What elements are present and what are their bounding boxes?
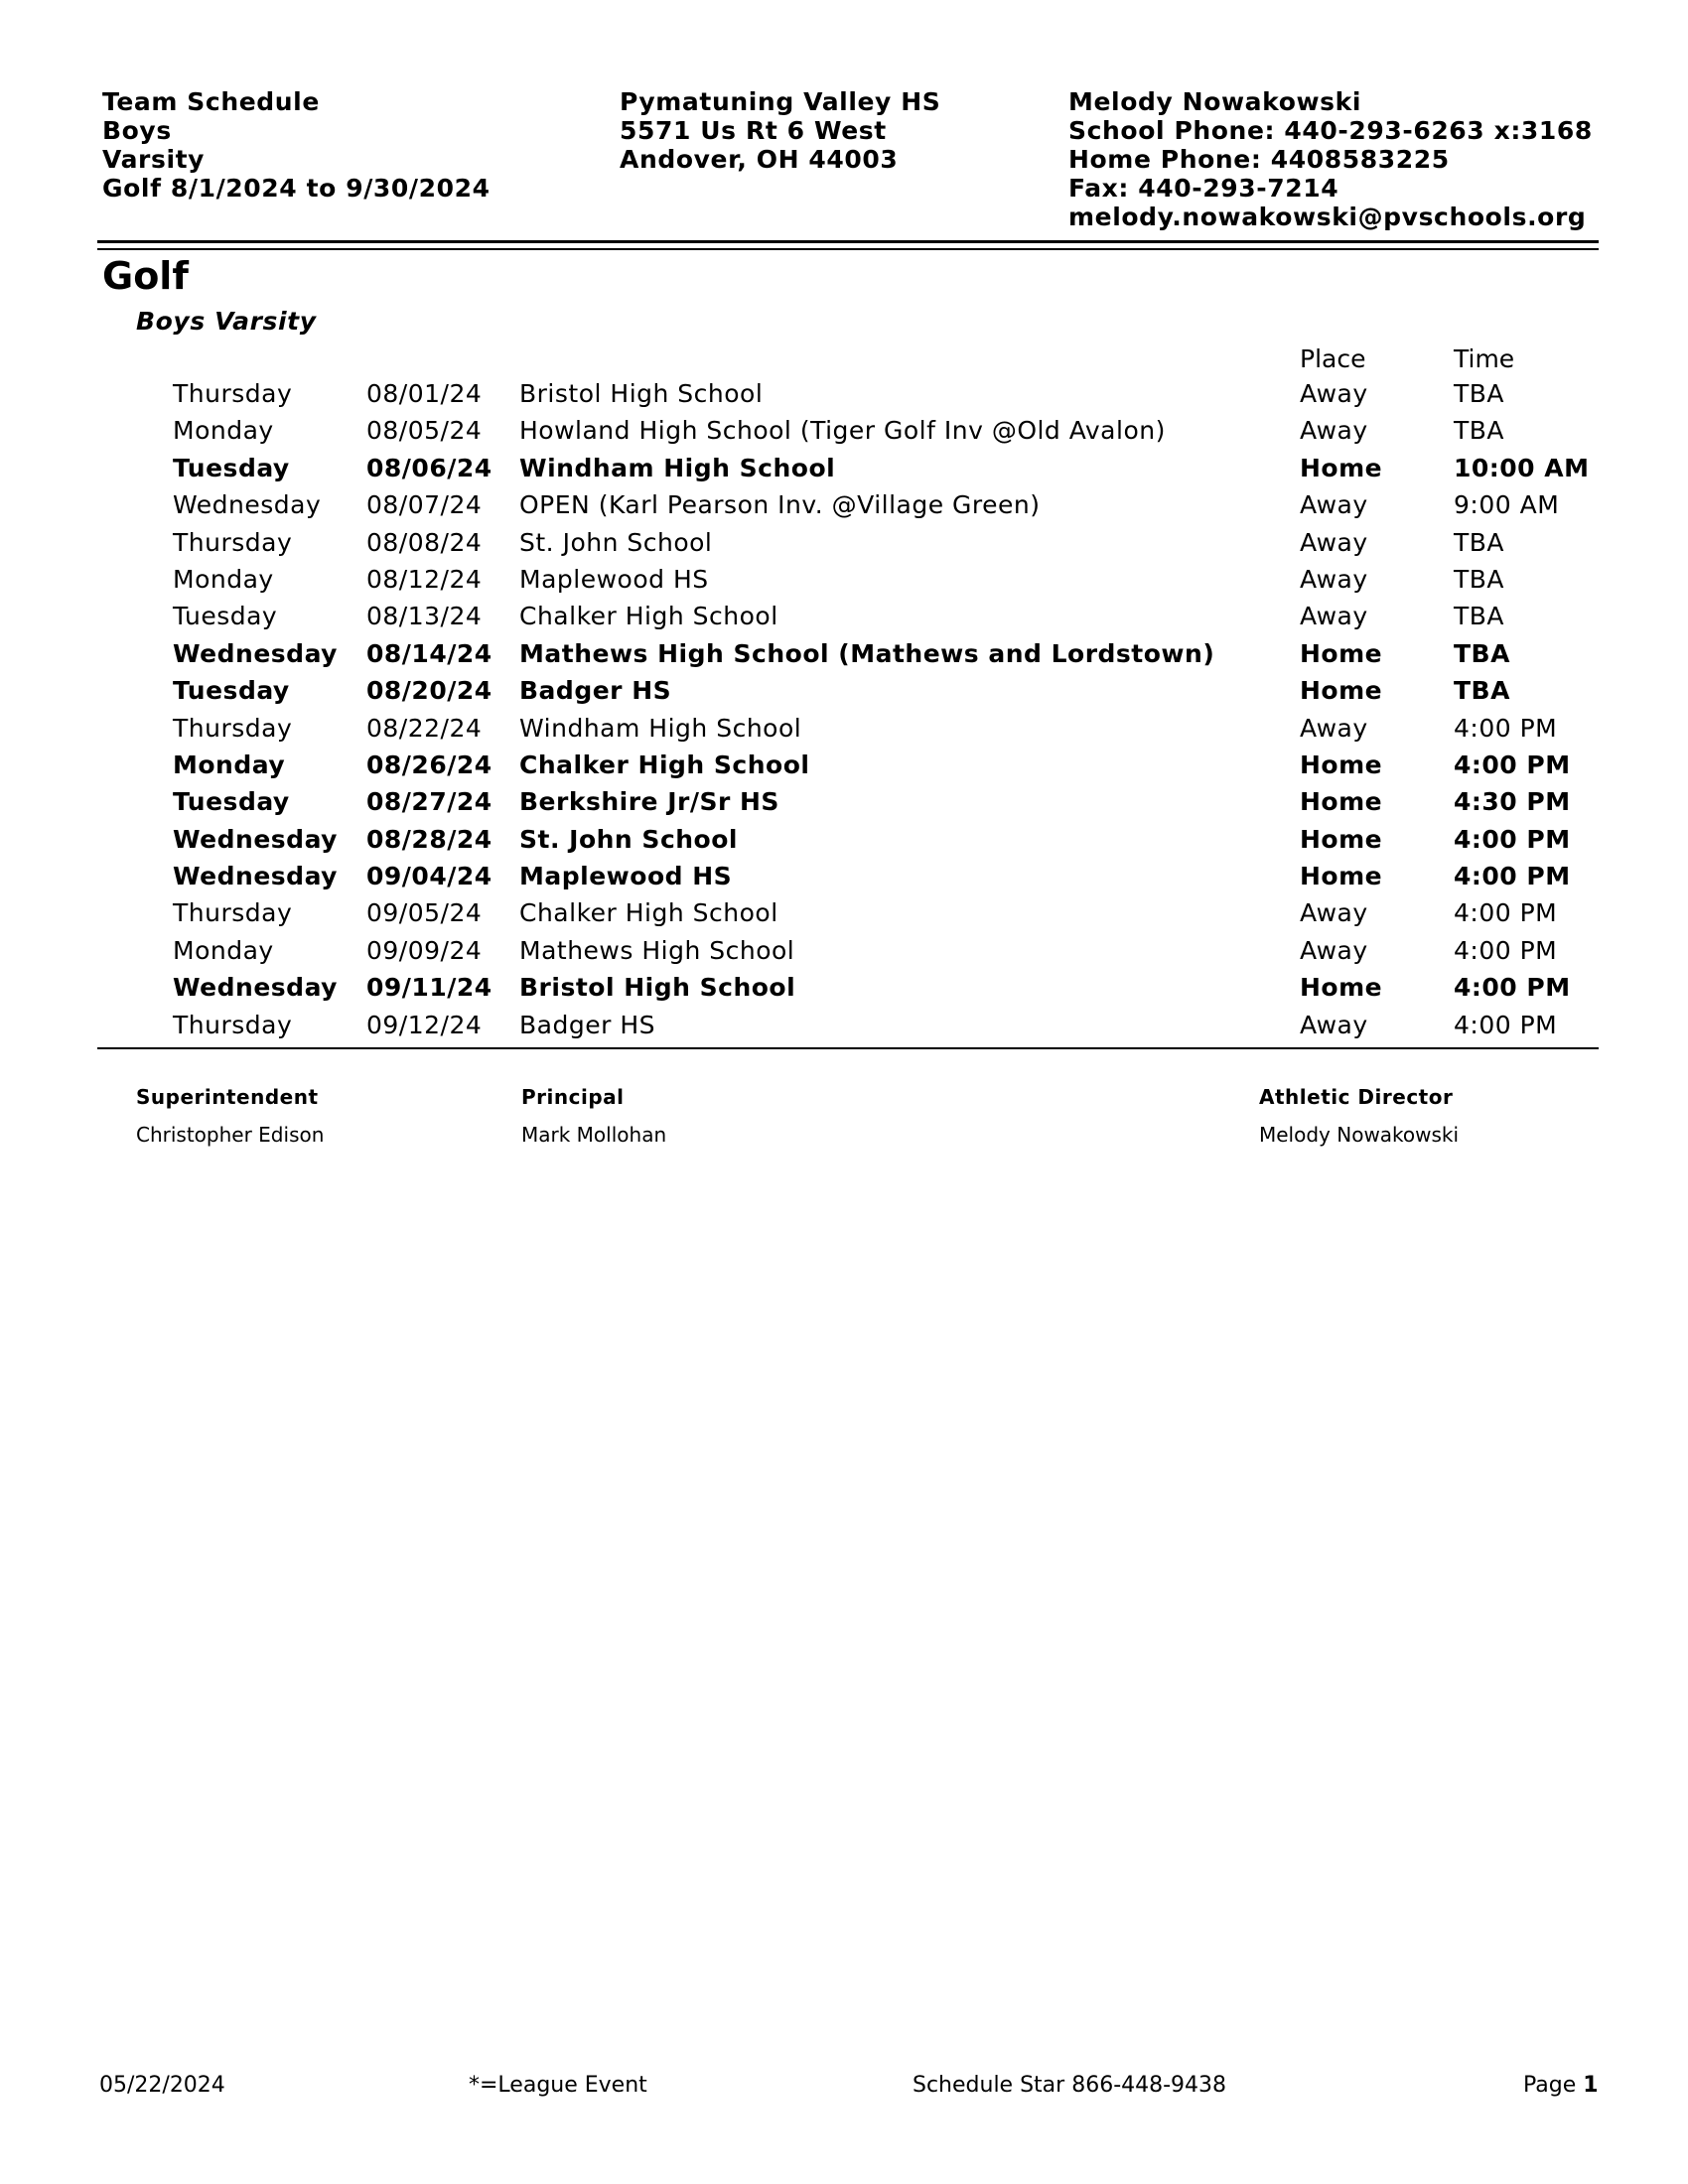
event-place: Away bbox=[1300, 527, 1368, 557]
event-time: 4:00 PM bbox=[1454, 713, 1558, 743]
event-place: Home bbox=[1300, 453, 1383, 482]
header-team-info bbox=[102, 87, 491, 203]
table-bottom-divider bbox=[97, 1047, 1599, 1049]
header-divider bbox=[97, 248, 1599, 250]
event-time: TBA bbox=[1454, 564, 1505, 594]
schedule-row bbox=[0, 637, 1688, 674]
header-line: Team Schedule bbox=[102, 87, 320, 116]
event-time: 4:00 PM bbox=[1454, 898, 1558, 928]
page-number: 1 bbox=[1583, 2073, 1599, 2098]
schedule-row bbox=[0, 823, 1688, 860]
footer-vendor: Schedule Star 866-448-9438 bbox=[913, 2073, 1227, 2098]
staff-role: Superintendent bbox=[136, 1085, 319, 1109]
event-opponent: Maplewood HS bbox=[519, 564, 709, 594]
schedule-row bbox=[0, 414, 1688, 451]
header-line: Boys bbox=[102, 116, 172, 145]
event-date: 09/05/24 bbox=[366, 898, 483, 928]
schedule-row bbox=[0, 488, 1688, 525]
header-line: Fax: 440-293-7214 bbox=[1068, 174, 1339, 203]
staff-name: Melody Nowakowski bbox=[1259, 1123, 1460, 1147]
event-day: Monday bbox=[173, 935, 274, 965]
schedule-row bbox=[0, 712, 1688, 749]
event-opponent: Chalker High School bbox=[519, 602, 778, 631]
header-line: Melody Nowakowski bbox=[1068, 87, 1362, 116]
header-line: Golf 8/1/2024 to 9/30/2024 bbox=[102, 174, 491, 203]
event-date: 08/01/24 bbox=[366, 379, 483, 408]
event-day: Wednesday bbox=[173, 824, 338, 854]
event-day: Thursday bbox=[173, 898, 293, 928]
event-date: 08/28/24 bbox=[366, 824, 492, 854]
header-school-address bbox=[620, 87, 940, 174]
event-time: 10:00 AM bbox=[1454, 453, 1590, 482]
header-line: Andover, OH 44003 bbox=[620, 145, 899, 174]
event-date: 09/09/24 bbox=[366, 935, 483, 965]
schedule-row bbox=[0, 971, 1688, 1008]
footer-page-number bbox=[1523, 2073, 1599, 2098]
event-date: 09/04/24 bbox=[366, 862, 492, 891]
event-place: Away bbox=[1300, 1010, 1368, 1039]
event-place: Away bbox=[1300, 490, 1368, 520]
event-time: 4:30 PM bbox=[1454, 787, 1571, 817]
event-date: 08/07/24 bbox=[366, 490, 483, 520]
event-opponent: Bristol High School bbox=[519, 379, 764, 408]
event-time: 9:00 AM bbox=[1454, 490, 1560, 520]
event-opponent: Windham High School bbox=[519, 713, 802, 743]
schedule-row bbox=[0, 860, 1688, 896]
footer-legend: *=League Event bbox=[469, 2073, 647, 2098]
event-date: 08/26/24 bbox=[366, 750, 492, 779]
event-date: 08/27/24 bbox=[366, 787, 492, 817]
event-time: 4:00 PM bbox=[1454, 862, 1571, 891]
schedule-row bbox=[0, 526, 1688, 563]
schedule-row bbox=[0, 563, 1688, 600]
event-opponent: Badger HS bbox=[519, 676, 672, 706]
sport-title: Golf bbox=[102, 254, 189, 298]
event-opponent: Howland High School (Tiger Golf Inv @Old Avalon) bbox=[519, 416, 1166, 446]
event-date: 08/13/24 bbox=[366, 602, 483, 631]
event-place: Home bbox=[1300, 638, 1383, 668]
event-day: Tuesday bbox=[173, 676, 290, 706]
schedule-row bbox=[0, 749, 1688, 785]
event-time: 4:00 PM bbox=[1454, 935, 1558, 965]
event-day: Wednesday bbox=[173, 862, 338, 891]
event-day: Tuesday bbox=[173, 453, 290, 482]
event-date: 08/20/24 bbox=[366, 676, 492, 706]
staff-athletic-director bbox=[1259, 1085, 1459, 1147]
header-line: Pymatuning Valley HS bbox=[620, 87, 941, 116]
event-place: Away bbox=[1300, 416, 1368, 446]
schedule-header bbox=[102, 87, 1602, 236]
event-opponent: Maplewood HS bbox=[519, 862, 733, 891]
event-date: 08/22/24 bbox=[366, 713, 483, 743]
event-day: Thursday bbox=[173, 1010, 293, 1039]
schedule-row bbox=[0, 377, 1688, 414]
event-place: Away bbox=[1300, 602, 1368, 631]
staff-role: Principal bbox=[521, 1085, 625, 1109]
event-opponent: Windham High School bbox=[519, 453, 836, 482]
schedule-table bbox=[0, 377, 1688, 1045]
event-place: Away bbox=[1300, 935, 1368, 965]
event-opponent: Chalker High School bbox=[519, 750, 810, 779]
staff-name: Christopher Edison bbox=[136, 1123, 325, 1147]
event-time: 4:00 PM bbox=[1454, 824, 1571, 854]
event-time: TBA bbox=[1454, 379, 1505, 408]
event-time: TBA bbox=[1454, 676, 1510, 706]
column-header-place: Place bbox=[1300, 344, 1366, 373]
staff-principal bbox=[521, 1085, 666, 1147]
column-header-time: Time bbox=[1454, 344, 1515, 373]
event-day: Wednesday bbox=[173, 973, 338, 1003]
event-day: Wednesday bbox=[173, 638, 338, 668]
staff-role: Athletic Director bbox=[1259, 1085, 1454, 1109]
staff-superintendent bbox=[136, 1085, 324, 1147]
header-line: 5571 Us Rt 6 West bbox=[620, 116, 887, 145]
event-day: Monday bbox=[173, 750, 286, 779]
event-place: Away bbox=[1300, 898, 1368, 928]
event-day: Thursday bbox=[173, 527, 293, 557]
event-place: Home bbox=[1300, 824, 1383, 854]
event-day: Tuesday bbox=[173, 602, 278, 631]
event-place: Home bbox=[1300, 862, 1383, 891]
event-opponent: St. John School bbox=[519, 824, 738, 854]
event-day: Thursday bbox=[173, 379, 293, 408]
event-opponent: Chalker High School bbox=[519, 898, 778, 928]
event-opponent: St. John School bbox=[519, 527, 713, 557]
event-place: Home bbox=[1300, 750, 1383, 779]
event-time: TBA bbox=[1454, 527, 1505, 557]
event-place: Away bbox=[1300, 564, 1368, 594]
event-date: 08/06/24 bbox=[366, 453, 492, 482]
schedule-row bbox=[0, 934, 1688, 971]
schedule-row bbox=[0, 785, 1688, 822]
event-opponent: Mathews High School (Mathews and Lordstown) bbox=[519, 638, 1215, 668]
schedule-row bbox=[0, 674, 1688, 711]
event-place: Away bbox=[1300, 713, 1368, 743]
event-date: 08/05/24 bbox=[366, 416, 483, 446]
event-date: 09/12/24 bbox=[366, 1010, 483, 1039]
event-opponent: Mathews High School bbox=[519, 935, 795, 965]
event-date: 08/14/24 bbox=[366, 638, 492, 668]
header-divider bbox=[97, 240, 1599, 243]
page-label: Page bbox=[1523, 2073, 1577, 2098]
event-time: 4:00 PM bbox=[1454, 750, 1571, 779]
header-line: School Phone: 440-293-6263 x:3168 bbox=[1068, 116, 1593, 145]
event-place: Home bbox=[1300, 973, 1383, 1003]
event-date: 09/11/24 bbox=[366, 973, 492, 1003]
event-day: Monday bbox=[173, 416, 274, 446]
event-time: TBA bbox=[1454, 602, 1505, 631]
event-day: Tuesday bbox=[173, 787, 290, 817]
event-time: TBA bbox=[1454, 416, 1505, 446]
schedule-row bbox=[0, 1009, 1688, 1045]
staff-name: Mark Mollohan bbox=[521, 1123, 667, 1147]
header-contact-info bbox=[1068, 87, 1593, 231]
event-opponent: OPEN (Karl Pearson Inv. @Village Green) bbox=[519, 490, 1041, 520]
team-level-title: Boys Varsity bbox=[136, 307, 317, 336]
header-email: melody.nowakowski@pvschools.org bbox=[1068, 203, 1587, 231]
event-day: Wednesday bbox=[173, 490, 322, 520]
event-opponent: Bristol High School bbox=[519, 973, 796, 1003]
event-place: Home bbox=[1300, 787, 1383, 817]
event-time: TBA bbox=[1454, 638, 1510, 668]
footer-print-date: 05/22/2024 bbox=[99, 2073, 225, 2098]
event-date: 08/12/24 bbox=[366, 564, 483, 594]
event-day: Thursday bbox=[173, 713, 293, 743]
event-day: Monday bbox=[173, 564, 274, 594]
event-place: Away bbox=[1300, 379, 1368, 408]
event-opponent: Badger HS bbox=[519, 1010, 655, 1039]
event-opponent: Berkshire Jr/Sr HS bbox=[519, 787, 779, 817]
event-time: 4:00 PM bbox=[1454, 973, 1571, 1003]
schedule-row bbox=[0, 452, 1688, 488]
schedule-row bbox=[0, 600, 1688, 636]
event-place: Home bbox=[1300, 676, 1383, 706]
header-line: Home Phone: 4408583225 bbox=[1068, 145, 1450, 174]
header-line: Varsity bbox=[102, 145, 206, 174]
event-time: 4:00 PM bbox=[1454, 1010, 1558, 1039]
schedule-row bbox=[0, 896, 1688, 933]
event-date: 08/08/24 bbox=[366, 527, 483, 557]
